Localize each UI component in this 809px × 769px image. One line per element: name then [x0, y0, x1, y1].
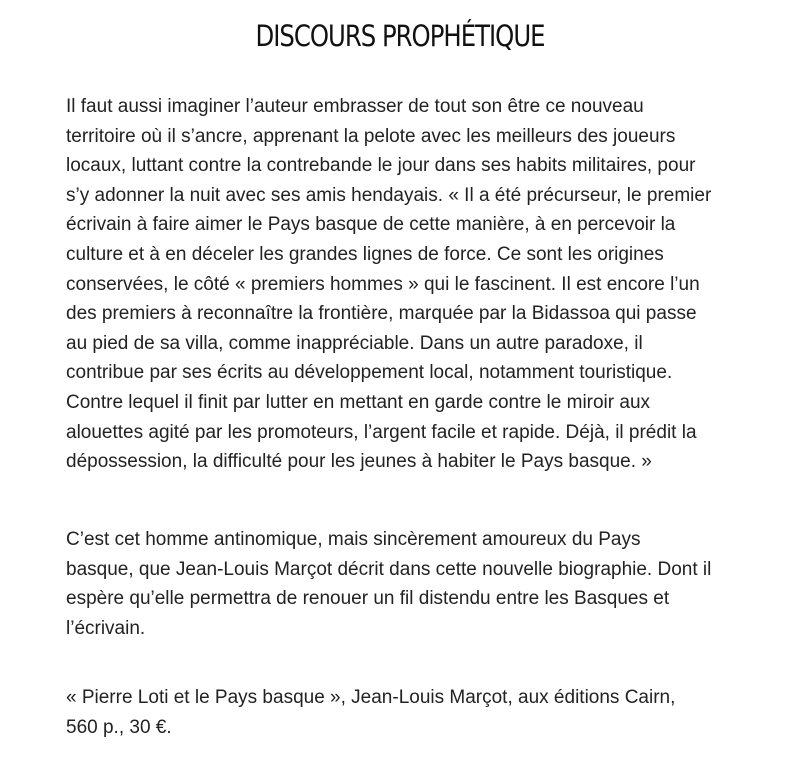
section-title: DISCOURS PROPHÉTIQUE — [255, 19, 545, 53]
paragraph-line: des premiers à reconnaître la frontière, marquée par la Bidassoa qui passe — [66, 303, 697, 325]
paragraph-line: espère qu’elle permettra de renouer un fil distendu entre les Basques et — [66, 588, 670, 610]
paragraph-line: 560 p., 30 €. — [66, 716, 172, 738]
paragraph-line: alouettes agité par les promoteurs, l’argent facile et rapide. Déjà, il prédit la — [66, 421, 697, 443]
paragraph-line: l’écrivain. — [66, 617, 146, 639]
paragraph-line: basque, que Jean-Louis Marçot décrit dans cette nouvelle biographie. Dont il — [66, 558, 712, 580]
paragraph-line: « Pierre Loti et le Pays basque », Jean-Louis Marçot, aux éditions Cairn, — [66, 687, 676, 708]
paragraph-line: culture et à en déceler les grandes lignes de force. Ce sont les origines — [66, 243, 664, 265]
book-reference — [66, 683, 756, 742]
paragraph-line: au pied de sa villa, comme inappréciable. Dans un autre paradoxe, il — [66, 332, 643, 354]
paragraph-line: s’y adonner la nuit avec ses amis hendayais. « Il a été précurseur, le premier — [66, 184, 712, 206]
paragraph-line: écrivain à faire aimer le Pays basque de cette manière, à en percevoir la — [66, 214, 676, 236]
article — [66, 0, 766, 738]
paragraph-line: Il faut aussi imaginer l’auteur embrasser de tout son être ce nouveau — [66, 96, 644, 117]
paragraph-line: Contre lequel il finit par lutter en mettant en garde contre le miroir aux — [66, 391, 651, 413]
paragraph-line: contribue par ses écrits au développement local, notamment touristique. — [66, 362, 673, 384]
paragraph-line: territoire où il s’ancre, apprenant la pelote avec les meilleurs des joueurs — [66, 125, 676, 147]
paragraph-line: locaux, luttant contre la contrebande le jour dans ses habits militaires, pour — [66, 155, 696, 177]
paragraph-antinomic-man — [66, 525, 756, 643]
paragraph-biography-context — [66, 92, 756, 477]
paragraph-line: conservées, le côté « premiers hommes » qui le fascinent. Il est encore l’un — [66, 273, 700, 295]
paragraph-line: dépossession, la difficulté pour les jeunes à habiter le Pays basque. » — [66, 451, 652, 473]
paragraph-line: C’est cet homme antinomique, mais sincèrement amoureux du Pays — [66, 529, 641, 550]
